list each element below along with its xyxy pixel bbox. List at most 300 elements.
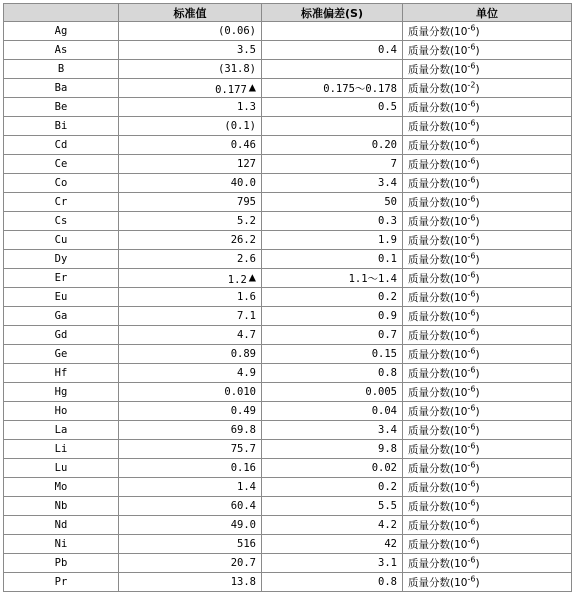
standard-value-cell [119, 345, 262, 364]
unit-exponent: -6 [467, 99, 476, 108]
element-symbol: Hg [4, 383, 119, 402]
unit-exponent: -6 [467, 460, 476, 469]
std-dev-value: 3.4 [262, 421, 403, 440]
table-row [4, 554, 572, 573]
std-dev-value: 0.8 [262, 573, 403, 592]
table-row [4, 497, 572, 516]
header-std-dev: 标准偏差(S) [262, 4, 403, 22]
table-row [4, 478, 572, 497]
std-dev-value [262, 60, 403, 79]
unit-paren-open: (10 [450, 310, 468, 323]
standard-value-cell [119, 307, 262, 326]
standard-value: 7.1 [237, 310, 256, 322]
unit-paren-open: (10 [450, 25, 468, 38]
element-symbol: Mo [4, 478, 119, 497]
standard-value: 69.8 [230, 424, 256, 436]
unit-exponent: -6 [467, 308, 476, 317]
unit-paren-open: (10 [450, 424, 468, 437]
unit-paren-open: (10 [450, 481, 468, 494]
element-symbol: Ni [4, 535, 119, 554]
std-dev-value: 9.8 [262, 440, 403, 459]
standard-value-cell [119, 573, 262, 592]
standard-value-cell [119, 41, 262, 60]
unit-exponent: -6 [467, 517, 476, 526]
table-row [4, 174, 572, 193]
unit-cell [403, 383, 572, 402]
unit-cell [403, 41, 572, 60]
std-dev-value: 1.1～1.4 [262, 269, 403, 288]
unit-exponent: -6 [467, 365, 476, 374]
standard-value-cell [119, 193, 262, 212]
unit-label: 质量分数 [408, 538, 450, 551]
unit-exponent: -6 [467, 555, 476, 564]
unit-exponent: -6 [467, 384, 476, 393]
standard-value-cell [119, 269, 262, 288]
unit-paren-close: ) [475, 234, 480, 247]
std-dev-value: 0.4 [262, 41, 403, 60]
table-row [4, 231, 572, 250]
table-row [4, 364, 572, 383]
unit-cell [403, 136, 572, 155]
unit-label: 质量分数 [408, 443, 450, 456]
table-row [4, 41, 572, 60]
standard-value: 1.4 [237, 481, 256, 493]
standard-value: 20.7 [230, 557, 256, 569]
unit-cell [403, 345, 572, 364]
std-dev-value: 3.4 [262, 174, 403, 193]
standard-value-cell [119, 136, 262, 155]
standard-value: 127 [237, 158, 256, 170]
table-row [4, 459, 572, 478]
std-dev-value: 0.04 [262, 402, 403, 421]
unit-cell [403, 231, 572, 250]
unit-exponent: -6 [467, 156, 476, 165]
unit-label: 质量分数 [408, 25, 450, 38]
table-row [4, 79, 572, 98]
unit-cell [403, 212, 572, 231]
std-dev-value [262, 22, 403, 41]
unit-cell [403, 269, 572, 288]
unit-cell [403, 573, 572, 592]
std-dev-value: 0.2 [262, 288, 403, 307]
unit-paren-open: (10 [450, 576, 468, 589]
element-symbol: Ga [4, 307, 119, 326]
unit-label: 质量分数 [408, 329, 450, 342]
unit-label: 质量分数 [408, 424, 450, 437]
standard-value-cell [119, 364, 262, 383]
unit-label: 质量分数 [408, 101, 450, 114]
standard-value: 40.0 [230, 177, 256, 189]
reference-values-table [3, 3, 572, 592]
table-row [4, 288, 572, 307]
unit-exponent: -6 [467, 137, 476, 146]
unit-label: 质量分数 [408, 481, 450, 494]
unit-paren-open: (10 [450, 405, 468, 418]
element-symbol: La [4, 421, 119, 440]
unit-cell [403, 60, 572, 79]
unit-paren-close: ) [475, 196, 480, 209]
unit-exponent: -6 [467, 289, 476, 298]
element-symbol: Dy [4, 250, 119, 269]
standard-value-cell [119, 326, 262, 345]
unit-exponent: -6 [467, 498, 476, 507]
table-row [4, 402, 572, 421]
std-dev-value: 0.3 [262, 212, 403, 231]
unit-label: 质量分数 [408, 120, 450, 133]
std-dev-value: 0.02 [262, 459, 403, 478]
standard-value-cell [119, 231, 262, 250]
element-symbol: B [4, 60, 119, 79]
unit-paren-open: (10 [450, 63, 468, 76]
standard-value: 0.46 [230, 139, 256, 151]
unit-paren-open: (10 [450, 500, 468, 513]
standard-value: 4.7 [237, 329, 256, 341]
table-row [4, 117, 572, 136]
table-row [4, 307, 572, 326]
unit-exponent: -6 [467, 232, 476, 241]
standard-value: 5.2 [237, 215, 256, 227]
unit-paren-close: ) [475, 253, 480, 266]
unit-paren-open: (10 [450, 234, 468, 247]
unit-paren-close: ) [475, 291, 480, 304]
table-row [4, 421, 572, 440]
table-row [4, 326, 572, 345]
element-symbol: Co [4, 174, 119, 193]
element-symbol: Hf [4, 364, 119, 383]
unit-paren-close: ) [475, 177, 480, 190]
unit-label: 质量分数 [408, 367, 450, 380]
unit-paren-close: ) [475, 462, 480, 475]
standard-value: 0.010 [224, 386, 256, 398]
std-dev-value: 42 [262, 535, 403, 554]
unit-label: 质量分数 [408, 158, 450, 171]
element-symbol: Ce [4, 155, 119, 174]
standard-value: 0.49 [230, 405, 256, 417]
standard-value: 0.89 [230, 348, 256, 360]
unit-paren-open: (10 [450, 158, 468, 171]
unit-paren-close: ) [475, 557, 480, 570]
unit-cell [403, 155, 572, 174]
unit-cell [403, 554, 572, 573]
unit-paren-close: ) [475, 25, 480, 38]
unit-paren-close: ) [475, 481, 480, 494]
unit-exponent: -6 [467, 536, 476, 545]
standard-value-cell [119, 60, 262, 79]
standard-value: 1.2 [227, 274, 247, 286]
unit-exponent: -6 [467, 403, 476, 412]
standard-value-cell [119, 440, 262, 459]
header-standard-value: 标准值 [119, 4, 262, 22]
unit-cell [403, 288, 572, 307]
unit-exponent: -6 [467, 270, 476, 279]
unit-label: 质量分数 [408, 386, 450, 399]
unit-cell [403, 459, 572, 478]
unit-paren-open: (10 [450, 215, 468, 228]
unit-paren-close: ) [475, 63, 480, 76]
unit-paren-open: (10 [450, 196, 468, 209]
table-row [4, 193, 572, 212]
unit-cell [403, 174, 572, 193]
element-symbol: Er [4, 269, 119, 288]
unit-cell [403, 440, 572, 459]
unit-label: 质量分数 [408, 310, 450, 323]
unit-exponent: -6 [467, 42, 476, 51]
standard-value-cell [119, 516, 262, 535]
standard-value: (31.8) [218, 63, 256, 75]
unit-label: 质量分数 [408, 462, 450, 475]
table-row [4, 22, 572, 41]
table-row [4, 440, 572, 459]
standard-value-cell [119, 212, 262, 231]
std-dev-value: 0.5 [262, 98, 403, 117]
element-symbol: Ho [4, 402, 119, 421]
unit-exponent: -6 [467, 61, 476, 70]
unit-paren-close: ) [475, 101, 480, 114]
unit-paren-close: ) [475, 424, 480, 437]
table-row [4, 98, 572, 117]
element-symbol: Pr [4, 573, 119, 592]
std-dev-value: 0.1 [262, 250, 403, 269]
standard-value-cell [119, 288, 262, 307]
triangle-marker-icon: ▲ [248, 270, 256, 284]
standard-value: 0.177 [215, 84, 247, 96]
standard-value: 60.4 [230, 500, 256, 512]
element-symbol: Nb [4, 497, 119, 516]
unit-cell [403, 22, 572, 41]
element-symbol: Ge [4, 345, 119, 364]
standard-value-cell [119, 402, 262, 421]
standard-value-cell [119, 155, 262, 174]
standard-value: (0.06) [218, 25, 256, 37]
std-dev-value: 50 [262, 193, 403, 212]
unit-paren-close: ) [475, 348, 480, 361]
unit-paren-close: ) [475, 120, 480, 133]
unit-paren-close: ) [475, 443, 480, 456]
element-symbol: Nd [4, 516, 119, 535]
table-row [4, 212, 572, 231]
std-dev-value: 7 [262, 155, 403, 174]
standard-value-cell [119, 98, 262, 117]
table-row [4, 136, 572, 155]
table-row [4, 535, 572, 554]
standard-value: 0.16 [230, 462, 256, 474]
unit-cell [403, 478, 572, 497]
unit-exponent: -6 [467, 422, 476, 431]
element-symbol: Pb [4, 554, 119, 573]
table-row [4, 573, 572, 592]
unit-paren-close: ) [475, 576, 480, 589]
unit-paren-close: ) [475, 538, 480, 551]
standard-value: 4.9 [237, 367, 256, 379]
unit-exponent: -6 [467, 479, 476, 488]
std-dev-value: 0.2 [262, 478, 403, 497]
unit-exponent: -6 [467, 327, 476, 336]
table-row [4, 250, 572, 269]
unit-exponent: -6 [467, 346, 476, 355]
element-symbol: Gd [4, 326, 119, 345]
element-symbol: Cd [4, 136, 119, 155]
unit-paren-close: ) [475, 82, 480, 95]
unit-label: 质量分数 [408, 576, 450, 589]
unit-paren-open: (10 [450, 386, 468, 399]
unit-label: 质量分数 [408, 253, 450, 266]
unit-paren-close: ) [475, 329, 480, 342]
unit-paren-close: ) [475, 310, 480, 323]
element-symbol: As [4, 41, 119, 60]
standard-value-cell [119, 535, 262, 554]
unit-paren-open: (10 [450, 462, 468, 475]
unit-paren-open: (10 [450, 82, 468, 95]
unit-exponent: -6 [467, 118, 476, 127]
unit-cell [403, 98, 572, 117]
unit-paren-close: ) [475, 272, 480, 285]
std-dev-value: 0.20 [262, 136, 403, 155]
standard-value: 75.7 [230, 443, 256, 455]
unit-cell [403, 250, 572, 269]
header-element [4, 4, 119, 22]
unit-paren-open: (10 [450, 519, 468, 532]
element-symbol: Lu [4, 459, 119, 478]
unit-paren-close: ) [475, 158, 480, 171]
standard-value-cell [119, 497, 262, 516]
unit-label: 质量分数 [408, 177, 450, 190]
unit-exponent: -6 [467, 441, 476, 450]
triangle-marker-icon: ▲ [248, 80, 256, 94]
unit-paren-open: (10 [450, 291, 468, 304]
unit-label: 质量分数 [408, 234, 450, 247]
std-dev-value: 0.15 [262, 345, 403, 364]
unit-label: 质量分数 [408, 196, 450, 209]
unit-paren-open: (10 [450, 139, 468, 152]
unit-paren-close: ) [475, 386, 480, 399]
std-dev-value: 0.7 [262, 326, 403, 345]
unit-paren-close: ) [475, 139, 480, 152]
std-dev-value: 0.005 [262, 383, 403, 402]
unit-cell [403, 402, 572, 421]
unit-paren-open: (10 [450, 101, 468, 114]
table-row [4, 155, 572, 174]
unit-label: 质量分数 [408, 405, 450, 418]
unit-paren-open: (10 [450, 443, 468, 456]
unit-cell [403, 497, 572, 516]
unit-cell [403, 535, 572, 554]
unit-exponent: -6 [467, 574, 476, 583]
element-symbol: Ba [4, 79, 119, 98]
unit-cell [403, 117, 572, 136]
element-symbol: Li [4, 440, 119, 459]
element-symbol: Bi [4, 117, 119, 136]
unit-label: 质量分数 [408, 291, 450, 304]
std-dev-value: 3.1 [262, 554, 403, 573]
header-unit: 单位 [403, 4, 572, 22]
unit-paren-open: (10 [450, 367, 468, 380]
unit-label: 质量分数 [408, 63, 450, 76]
unit-paren-close: ) [475, 367, 480, 380]
unit-paren-open: (10 [450, 538, 468, 551]
std-dev-value: 5.5 [262, 497, 403, 516]
element-symbol: Cs [4, 212, 119, 231]
standard-value-cell [119, 554, 262, 573]
unit-label: 质量分数 [408, 44, 450, 57]
unit-paren-open: (10 [450, 272, 468, 285]
unit-cell [403, 364, 572, 383]
table-row [4, 60, 572, 79]
standard-value-cell [119, 250, 262, 269]
standard-value: 795 [237, 196, 256, 208]
standard-value-cell [119, 174, 262, 193]
standard-value: 1.3 [237, 101, 256, 113]
std-dev-value: 1.9 [262, 231, 403, 250]
unit-cell [403, 307, 572, 326]
std-dev-value: 0.175～0.178 [262, 79, 403, 98]
unit-paren-open: (10 [450, 329, 468, 342]
standard-value: 26.2 [230, 234, 256, 246]
standard-value-cell [119, 383, 262, 402]
unit-exponent: -6 [467, 23, 476, 32]
unit-paren-open: (10 [450, 253, 468, 266]
standard-value: 49.0 [230, 519, 256, 531]
std-dev-value: 0.8 [262, 364, 403, 383]
unit-cell [403, 421, 572, 440]
standard-value: 2.6 [237, 253, 256, 265]
standard-value-cell [119, 478, 262, 497]
unit-paren-close: ) [475, 215, 480, 228]
standard-value-cell [119, 79, 262, 98]
element-symbol: Cr [4, 193, 119, 212]
unit-label: 质量分数 [408, 557, 450, 570]
table-row [4, 383, 572, 402]
unit-paren-open: (10 [450, 348, 468, 361]
table-row [4, 269, 572, 288]
element-symbol: Ag [4, 22, 119, 41]
element-symbol: Cu [4, 231, 119, 250]
standard-value-cell [119, 459, 262, 478]
unit-exponent: -6 [467, 175, 476, 184]
std-dev-value: 0.9 [262, 307, 403, 326]
unit-paren-open: (10 [450, 120, 468, 133]
unit-label: 质量分数 [408, 272, 450, 285]
unit-cell [403, 79, 572, 98]
standard-value: 13.8 [230, 576, 256, 588]
unit-paren-close: ) [475, 500, 480, 513]
std-dev-value: 4.2 [262, 516, 403, 535]
element-symbol: Eu [4, 288, 119, 307]
unit-label: 质量分数 [408, 500, 450, 513]
standard-value-cell [119, 22, 262, 41]
unit-paren-open: (10 [450, 557, 468, 570]
standard-value: 1.6 [237, 291, 256, 303]
table-row [4, 345, 572, 364]
table-row [4, 516, 572, 535]
unit-paren-close: ) [475, 44, 480, 57]
unit-cell [403, 326, 572, 345]
std-dev-value [262, 117, 403, 136]
standard-value-cell [119, 421, 262, 440]
standard-value: 516 [237, 538, 256, 550]
unit-label: 质量分数 [408, 139, 450, 152]
unit-exponent: -6 [467, 251, 476, 260]
table-header-row [4, 4, 572, 22]
unit-exponent: -6 [467, 213, 476, 222]
standard-value-cell [119, 117, 262, 136]
unit-paren-close: ) [475, 519, 480, 532]
unit-label: 质量分数 [408, 215, 450, 228]
unit-label: 质量分数 [408, 82, 450, 95]
unit-exponent: -6 [467, 194, 476, 203]
unit-cell [403, 193, 572, 212]
unit-paren-close: ) [475, 405, 480, 418]
standard-value: 3.5 [237, 44, 256, 56]
